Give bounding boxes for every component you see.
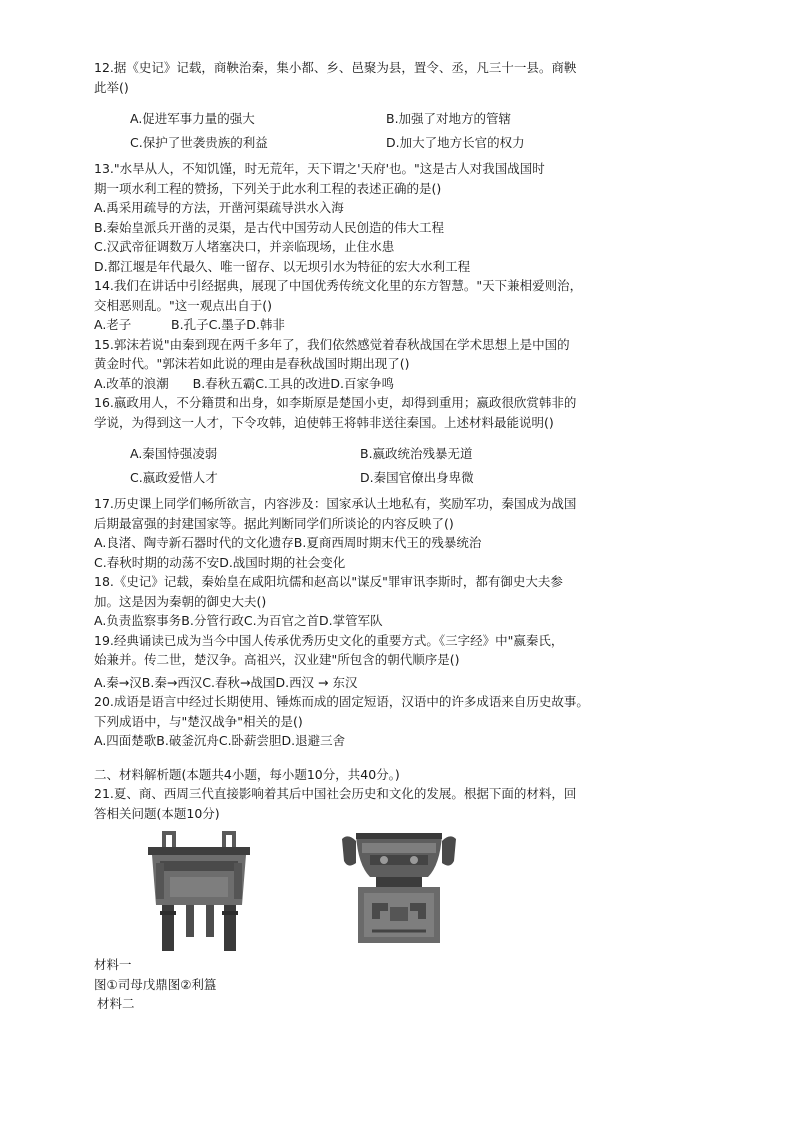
q12-stem-line2: 此举() (94, 79, 129, 95)
q18-options: A.负责监察事务B.分管行政C.为百官之首D.掌管军队 (94, 613, 383, 628)
q13-stem-line1: 13."水旱从人，不知饥馑，时无荒年，天下谓之'天府'也。"这是古人对我国战国时 (94, 161, 545, 176)
q19-options: A.秦→汉B.秦→西汉C.春秋→战国D.西汉 → 东汉 (94, 674, 358, 690)
q12-options-row1 (94, 109, 654, 131)
q17-options-cd: C.春秋时期的动荡不安D.战国时期的社会变化 (94, 554, 346, 570)
q13-option-b: B.秦始皇派兵开凿的灵渠，是古代中国劳动人民创造的伟大工程 (94, 219, 445, 235)
exam-page (94, 58, 654, 1014)
q15-options: A.改革的浪潮 B.春秋五霸C.工具的改进D.百家争鸣 (94, 375, 394, 391)
q14-options: A.老子 B.孔子C.墨子D.韩非 (94, 317, 285, 332)
q14-stem-line2: 交相恶则乱。"这一观点出自于() (94, 297, 273, 313)
q12-option-b: B.加强了对地方的管辖 (386, 111, 512, 126)
q13-option-a: A.禹采用疏导的方法，开凿河渠疏导洪水入海 (94, 200, 344, 215)
q16-stem-line1: 16.嬴政用人，不分籍贯和出身，如李斯原是楚国小吏，却得到重用；嬴政很欣赏韩非的 (94, 395, 577, 410)
q20-options: A.四面楚歌B.破釜沉舟C.卧薪尝胆D.退避三舍 (94, 733, 346, 748)
q21-stem-line2: 答相关问题(本题10分) (94, 805, 220, 821)
q20-stem-line2: 下列成语中，与"楚汉战争"相关的是() (94, 713, 303, 729)
question-15 (94, 335, 654, 394)
q12-option-d: D.加大了地方长官的权力 (386, 135, 525, 150)
question-18 (94, 572, 654, 631)
q16-option-d: D.秦国官僚出身卑微 (360, 470, 474, 485)
q16-option-a: A.秦国恃强凌弱 (130, 446, 218, 461)
section-material-analysis (94, 765, 654, 1014)
q17-options-ab: A.良渚、陶寺新石器时代的文化遗存B.夏商西周时期末代王的残暴统治 (94, 535, 482, 550)
q19-stem-line1: 19.经典诵读已成为当今中国人传承优秀历史文化的重要方式。《三字经》中"嬴秦氏， (94, 632, 564, 648)
q20-stem-line1: 20.成语是语言中经过长期使用、锤炼而成的固定短语，汉语中的许多成语来自历史故事。 (94, 694, 589, 709)
q12-option-a: A.促进军事力量的强大 (130, 111, 255, 126)
figure-caption: 图①司母戊鼎图②利簋 (94, 976, 217, 992)
q17-stem-line2: 后期最富强的封建国家等。据此判断同学们所谈论的内容反映了() (94, 515, 454, 531)
q12-option-c: C.保护了世袭贵族的利益 (130, 135, 268, 150)
q19-stem-line2: 始兼并。传二世，楚汉争。高祖兴，汉业建"所包含的朝代顺序是() (94, 652, 460, 667)
q21-stem-line1: 21.夏、商、西周三代直接影响着其后中国社会历史和文化的发展。根据下面的材料，回 (94, 786, 577, 801)
question-19 (94, 631, 654, 693)
gui-vessel-photo-icon (334, 827, 464, 947)
material-2-label: 材料二 (97, 996, 135, 1011)
q17-stem-line1: 17.历史课上同学们畅所欲言，内容涉及：国家承认土地私有，奖励军功，秦国成为战国 (94, 496, 577, 511)
q13-option-c: C.汉武帝征调数万人堵塞决口，并亲临现场，止住水患 (94, 239, 395, 254)
question-20 (94, 692, 654, 751)
q16-options-row1 (94, 444, 654, 466)
q15-stem-line1: 15.郭沫若说"由秦到现在两千多年了，我们依然感觉着春秋战国在学术思想上是中国的 (94, 336, 570, 352)
q16-options-row2 (94, 468, 654, 490)
q18-stem-line2: 加。这是因为秦朝的御史大夫() (94, 593, 267, 609)
question-13 (94, 159, 654, 276)
ding-vessel-photo-icon (140, 827, 258, 955)
q16-option-c: C.嬴政爱惜人才 (130, 470, 218, 485)
q13-option-d: D.都江堰是年代最久、唯一留存、以无坝引水为特征的宏大水利工程 (94, 258, 471, 274)
question-16 (94, 393, 654, 490)
question-17 (94, 494, 654, 572)
section2-heading: 二、材料解析题(本题共4小题，每小题10分，共40分。) (94, 766, 400, 782)
question-14 (94, 276, 654, 335)
figures-row (94, 827, 654, 957)
question-12 (94, 58, 654, 155)
q15-stem-line2: 黄金时代。"郭沫若如此说的理由是春秋战国时期出现了() (94, 356, 410, 371)
q12-stem-line1: 12.据《史记》记载，商鞅治秦，集小都、乡、邑聚为县，置令、丞，凡三十一县。商鞅 (94, 60, 577, 75)
q16-stem-line2: 学说，为得到这一人才，下令攻韩，迫使韩王将韩非送往秦国。上述材料最能说明() (94, 414, 554, 430)
q16-option-b: B.嬴政统治残暴无道 (360, 446, 473, 461)
q13-stem-line2: 期一项水利工程的赞扬，下列关于此水利工程的表述正确的是() (94, 180, 442, 196)
q14-stem-line1: 14.我们在讲话中引经据典，展现了中国优秀传统文化里的东方智慧。"天下兼相爱则治， (94, 278, 583, 293)
q18-stem-line1: 18.《史记》记载，秦始皇在咸阳坑儒和赵高以"谋反"罪审讯李斯时，都有御史大夫参 (94, 574, 563, 589)
material-1-label: 材料一 (94, 957, 132, 972)
q12-options-row2 (94, 133, 654, 155)
